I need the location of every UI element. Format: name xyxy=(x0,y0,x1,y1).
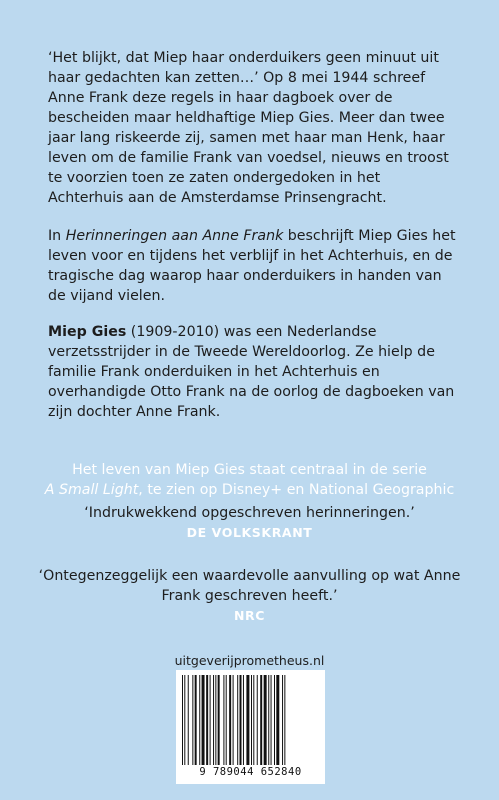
barcode-bar xyxy=(210,675,211,765)
isbn-digits: 9 789044 652840 xyxy=(199,766,302,778)
barcode-bar xyxy=(243,675,244,765)
review-quote xyxy=(30,503,469,543)
barcode-bar xyxy=(226,675,227,765)
blurb-paragraph-author xyxy=(48,322,456,422)
barcode-bar xyxy=(282,675,283,765)
barcode-bar xyxy=(215,675,216,765)
barcode-bar xyxy=(284,675,285,765)
barcode-bar xyxy=(199,675,200,765)
author-bio: (1909-2010) was een Nederlandse verzetsstrijder in de Tweede Wereldoorlog. Ze hielp de familie Frank onderduiken in het Achterhuis en overhandigde Otto Frank na de oorlog de dagboeken van zijn dochter Anne Frank. xyxy=(48,324,455,420)
barcode-bar xyxy=(182,675,183,765)
review-source: DE VOLKSKRANT xyxy=(186,525,313,540)
review-quote xyxy=(30,566,469,626)
barcode-bar xyxy=(233,675,234,765)
isbn-barcode xyxy=(176,670,325,784)
publisher-url[interactable]: uitgeverijprometheus.nl xyxy=(174,653,325,668)
series-title: A Small Light xyxy=(44,482,139,498)
barcode-bar xyxy=(268,675,269,765)
barcode-bar xyxy=(260,675,262,765)
series-promo-line2: , te zien op Disney+ en National Geographic xyxy=(138,482,455,498)
barcode-bar xyxy=(229,675,231,765)
barcode-bar xyxy=(195,675,197,765)
series-promo-line1: Het leven van Miep Gies staat centraal in de serie xyxy=(72,462,427,478)
barcode-bar xyxy=(202,675,205,765)
barcode-bars xyxy=(182,675,319,765)
barcode-bar xyxy=(206,675,208,765)
barcode-bar xyxy=(192,675,193,765)
blurb-book-description: beschrijft Miep Gies het leven voor en tijdens het verblijf in het Achterhuis, en de tragische dag waarop haar onderduikers in handen van de vijand vielen. xyxy=(48,228,456,304)
barcode-bar xyxy=(240,675,242,765)
review-quote-text: ‘Indrukwekkend opgeschreven herinneringen.’ xyxy=(84,505,415,521)
barcode-bar xyxy=(264,675,267,765)
blurb-paragraph-book xyxy=(48,226,456,306)
barcode-bar xyxy=(184,675,185,765)
author-name: Miep Gies xyxy=(48,324,127,340)
blurb-prefix: In xyxy=(48,228,66,244)
barcode-bar xyxy=(257,675,258,765)
series-promo xyxy=(30,460,469,500)
barcode-bar xyxy=(223,675,224,765)
barcode-bar xyxy=(276,675,279,765)
barcode-bar xyxy=(274,675,275,765)
barcode-bar xyxy=(213,675,214,765)
blurb-paragraph-intro: ‘Het blijkt, dat Miep haar onderduikers geen minuut uit haar gedachten kan zetten…’ Op 8 mei 1944 schreef Anne Frank deze regels in haar dagboek over de bescheiden maar heldhaftige Miep Gies. Meer dan twee jaar lang riskeerde zij, samen met haar man Henk, haar leven om de familie Frank van voedsel, nieuws en troost te voorzien toen ze zaten ondergedoken in het Achterhuis aan de Amsterdamse Prinsengracht. xyxy=(48,50,449,206)
barcode-bar xyxy=(237,675,238,765)
barcode-bar xyxy=(188,675,189,765)
barcode-bar xyxy=(271,675,272,765)
review-quote-text: ‘Ontegenzeggelijk een waardevolle aanvulling op wat Anne Frank geschreven heeft.’ xyxy=(38,568,461,604)
book-title: Herinneringen aan Anne Frank xyxy=(65,228,284,244)
barcode-bar xyxy=(253,675,254,765)
barcode-bar xyxy=(218,675,220,765)
barcode-bar xyxy=(246,675,249,765)
barcode-bar xyxy=(251,675,252,765)
review-source: NRC xyxy=(233,608,266,623)
